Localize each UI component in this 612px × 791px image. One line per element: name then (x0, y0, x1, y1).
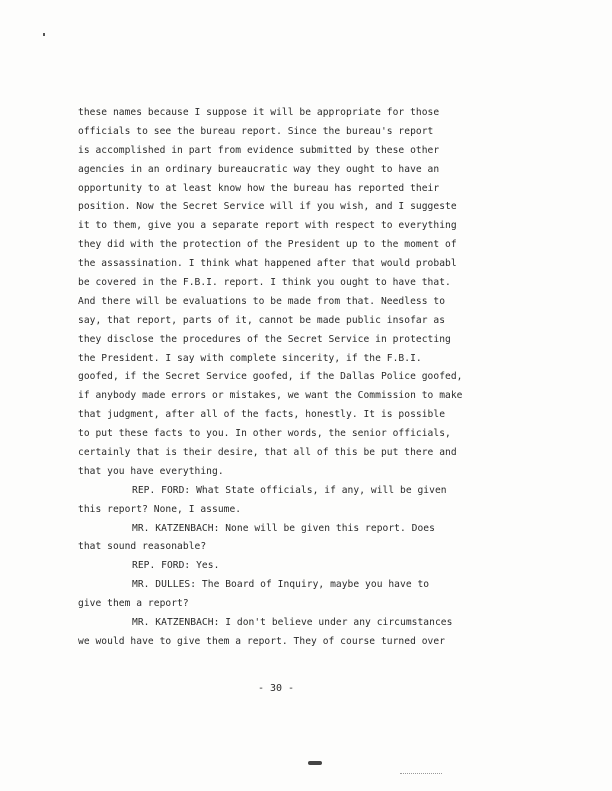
scan-speck (43, 33, 45, 36)
transcript-line: it to them, give you a separate report with respect to everything (78, 220, 457, 232)
transcript-line: certainly that is their desire, that all of this be put there and (78, 447, 457, 459)
transcript-line: MR. KATZENBACH: None will be given this report. Does (132, 522, 435, 534)
transcript-line: say, that report, parts of it, cannot be made public insofar as (78, 314, 446, 326)
transcript-line: if anybody made errors or mistakes, we want the Commission to make (78, 390, 463, 402)
transcript-line: these names because I suppose it will be appropriate for those (78, 107, 440, 118)
transcript-line: that you have everything. (78, 465, 224, 477)
transcript-line: they disclose the procedures of the Secret Service in protecting (78, 333, 451, 345)
transcript-line: REP. FORD: Yes. (132, 560, 220, 572)
transcript-line: MR. DULLES: The Board of Inquiry, maybe you have to (132, 579, 430, 591)
transcript-line: opportunity to at least know how the bureau has reported their (78, 182, 440, 194)
transcript-body (78, 104, 598, 652)
transcript-line: the assassination. I think what happened after that would probabl (78, 258, 457, 270)
transcript-line: And there will be evaluations to be made from that. Needless to (78, 295, 446, 307)
transcript-line: the President. I say with complete sincerity, if the F.B.I. (78, 352, 422, 364)
transcript-line: that sound reasonable? (78, 541, 207, 553)
scan-mark (308, 761, 322, 765)
transcript-line: they did with the protection of the President up to the moment of (78, 239, 457, 251)
transcript-line: position. Now the Secret Service will if you wish, and I suggeste (78, 201, 457, 213)
transcript-line: agencies in an ordinary bureaucratic way they ought to have an (78, 163, 440, 175)
transcript-line: MR. KATZENBACH: I don't believe under any circumstances (132, 617, 453, 629)
scan-dotted-line (400, 773, 442, 774)
transcript-line: be covered in the F.B.I. report. I think you ought to have that. (78, 277, 451, 289)
transcript-line: this report? None, I assume. (78, 503, 242, 515)
transcript-line: goofed, if the Secret Service goofed, if the Dallas Police goofed, (78, 371, 463, 383)
transcript-line: give them a report? (78, 598, 189, 610)
page-number: - 30 - (257, 683, 295, 694)
transcript-line: officials to see the bureau report. Since the bureau's report (78, 125, 434, 137)
transcript-line: REP. FORD: What State officials, if any, will be given (132, 484, 447, 496)
transcript-line: to put these facts to you. In other words, the senior officials, (78, 428, 451, 440)
transcript-line: we would have to give them a report. They of course turned over (78, 635, 446, 647)
transcript-line: that judgment, after all of the facts, honestly. It is possible (78, 409, 446, 421)
transcript-line: is accomplished in part from evidence submitted by these other (78, 144, 440, 156)
